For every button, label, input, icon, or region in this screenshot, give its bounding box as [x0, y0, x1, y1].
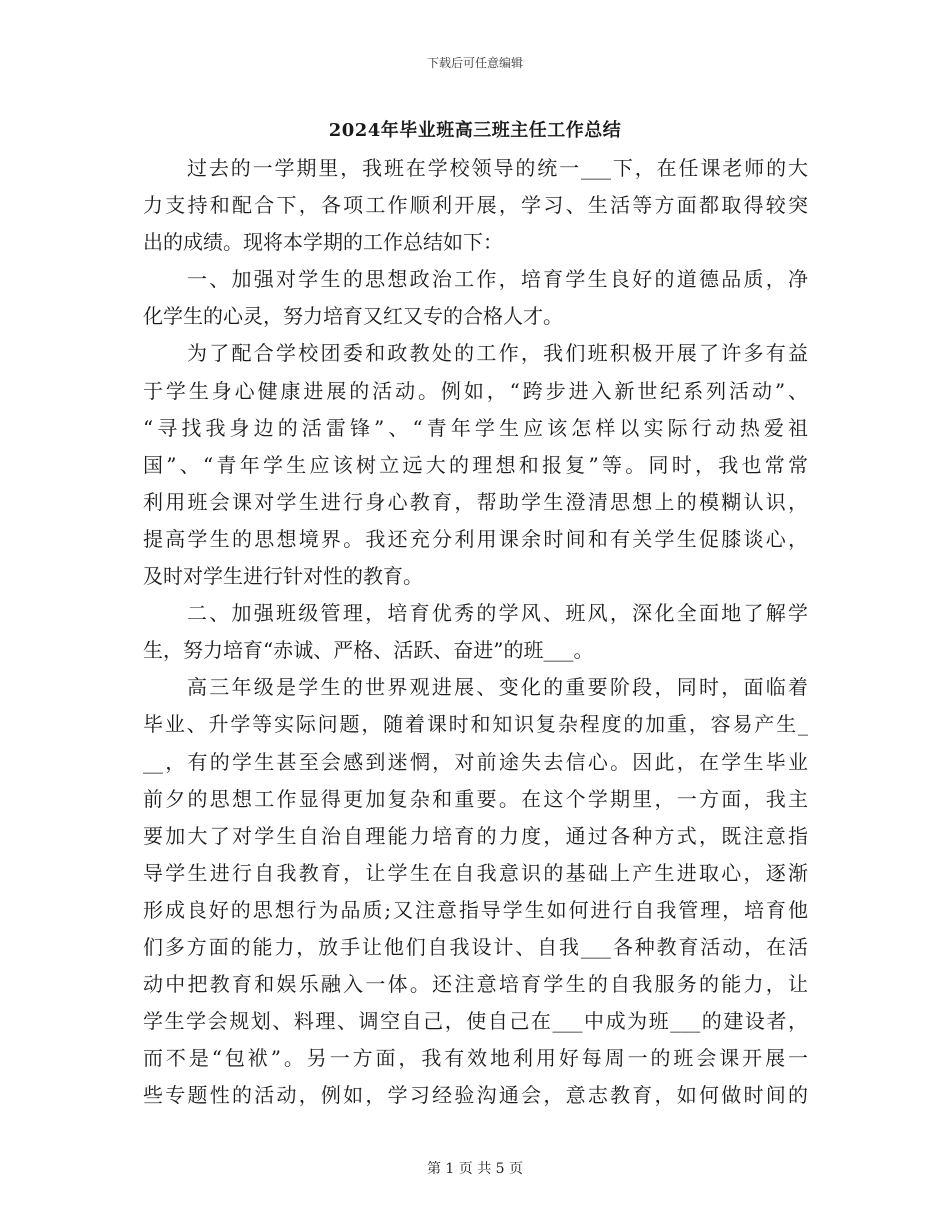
- text-line: 导学生进行自我教育，让学生在自我意识的基础上产生进取心，逐渐: [143, 860, 808, 885]
- text-line: 力支持和配合下，各项工作顺利开展，学习、生活等方面都取得较突: [143, 193, 808, 218]
- text-line: 毕业、升学等实际问题，随着课时和知识复杂程度的加重，容易产生_: [143, 712, 808, 737]
- text-line: 二、加强班级管理，培育优秀的学风、班风，深化全面地了解学: [187, 601, 808, 626]
- text-line: 利用班会课对学生进行身心教育，帮助学生澄清思想上的模糊认识，: [143, 489, 808, 514]
- text-line: 高三年级是学生的世界观进展、变化的重要阶段，同时，面临着: [187, 675, 808, 700]
- text-line: 于学生身心健康进展的活动。例如，“跨步进入新世纪系列活动”、: [143, 378, 808, 403]
- text-line: 些专题性的活动，例如，学习经验沟通会，意志教育，如何做时间的: [143, 1083, 808, 1108]
- text-line: 形成良好的思想行为品质;又注意指导学生如何进行自我管理，培育他: [143, 897, 808, 922]
- text-line: 要加大了对学生自治自理能力培育的力度，通过各种方式，既注意指: [143, 823, 808, 848]
- header-note: 下载后可任意编辑: [426, 56, 523, 70]
- text-line: 生，努力培育“赤诚、严格、活跃、奋进”的班___。: [143, 638, 594, 663]
- text-line: 前夕的思想工作显得更加复杂和重要。在这个学期里，一方面，我主: [143, 786, 808, 811]
- document-title: 2024年毕业班高三班主任工作总结: [328, 120, 622, 141]
- text-line: __，有的学生甚至会感到迷惘，对前途失去信心。因此，在学生毕业: [143, 749, 808, 774]
- text-line: 动中把教育和娱乐融入一体。还注意培育学生的自我服务的能力，让: [143, 972, 808, 997]
- text-line: 出的成绩。现将本学期的工作总结如下：: [143, 230, 503, 255]
- text-line: 提高学生的思想境界。我还充分利用课余时间和有关学生促膝谈心，: [143, 526, 808, 551]
- text-line: 过去的一学期里，我班在学校领导的统一___下，在任课老师的大: [187, 156, 808, 180]
- text-line: 化学生的心灵，努力培育又红又专的合格人才。: [143, 304, 563, 329]
- text-line: 及时对学生进行针对性的教育。: [143, 564, 423, 589]
- page-footer: 第 1 页 共 5 页: [426, 1161, 524, 1177]
- text-line: 为了配合学校团委和政教处的工作，我们班积极开展了许多有益: [187, 341, 808, 366]
- text-line: 们多方面的能力，放手让他们自我设计、自我___各种教育活动，在活: [143, 934, 808, 959]
- text-line: 国”、“青年学生应该树立远大的理想和报复”等。同时，我也常常: [143, 452, 808, 477]
- text-line: 而不是“包袱”。另一方面，我有效地利用好每周一的班会课开展一: [143, 1046, 808, 1071]
- text-line: 学生学会规划、料理、调空自己，使自己在___中成为班___的建设者，: [143, 1009, 808, 1034]
- text-line: “寻找我身边的活雷锋”、“青年学生应该怎样以实际行动热爱祖: [143, 415, 808, 440]
- text-line: 一、加强对学生的思想政治工作，培育学生良好的道德品质，净: [187, 267, 808, 292]
- document-body: [143, 150, 808, 1114]
